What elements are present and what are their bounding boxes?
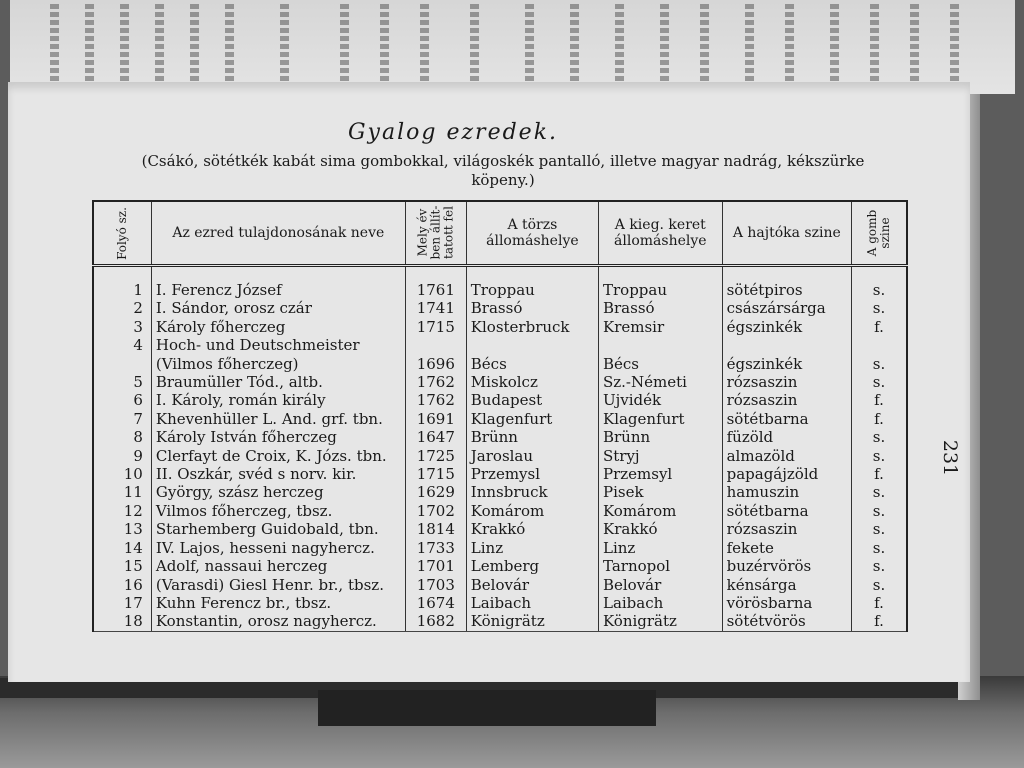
col-button-color: s. [851,355,907,373]
table-row [93,557,907,575]
table-header-row [93,201,907,266]
col-owner-name: (Varasdi) Giesl Henr. br., tbsz. [151,576,405,594]
col-hq-station: Lemberg [466,557,598,575]
col-hq-station: Laibach [466,594,598,612]
col-hq-station: Königrätz [466,612,598,631]
col-hq-station: Troppau [466,266,598,300]
mirrored-text-line [225,4,234,82]
table-row [93,428,907,446]
col-number [93,355,151,373]
col-number: 18 [93,612,151,631]
col-number: 14 [93,539,151,557]
table-row [93,612,907,631]
header-founded-year: Mely év ben állít-tatott fel [405,201,466,266]
mirrored-text-line [910,4,919,82]
mirrored-text-line [615,4,624,82]
header-facing-color: A hajtóka szine [722,201,851,266]
col-facing-color: sötétvörös [722,612,851,631]
col-number: 3 [93,318,151,336]
table-row [93,336,907,354]
col-hq-station: Komárom [466,502,598,520]
mirrored-text-line [380,4,389,82]
col-button-color: s. [851,483,907,501]
col-number: 5 [93,373,151,391]
col-supply-station: Laibach [598,594,722,612]
col-founded-year: 1674 [405,594,466,612]
col-supply-station: Przemsyl [598,465,722,483]
col-founded-year: 1715 [405,465,466,483]
col-facing-color: rózsaszin [722,391,851,409]
table-row [93,539,907,557]
col-owner-name: (Vilmos főherczeg) [151,355,405,373]
col-facing-color [722,336,851,354]
mirrored-text-line [745,4,754,82]
col-supply-station: Linz [598,539,722,557]
table-row [93,483,907,501]
table-row [93,502,907,520]
col-facing-color: fekete [722,539,851,557]
mirrored-text-line [785,4,794,82]
col-owner-name: Braumüller Tód., altb. [151,373,405,391]
col-supply-station: Brassó [598,299,722,317]
col-founded-year [405,336,466,354]
col-supply-station: Tarnopol [598,557,722,575]
regiment-table [92,200,908,632]
col-founded-year: 1814 [405,520,466,538]
col-facing-color: buzérvörös [722,557,851,575]
table-row [93,594,907,612]
col-number: 15 [93,557,151,575]
col-supply-station: Königrätz [598,612,722,631]
col-facing-color: füzöld [722,428,851,446]
col-hq-station: Jaroslau [466,447,598,465]
col-founded-year: 1702 [405,502,466,520]
col-supply-station: Brünn [598,428,722,446]
col-hq-station: Linz [466,539,598,557]
col-founded-year: 1733 [405,539,466,557]
col-button-color: s. [851,299,907,317]
previous-page-edge [10,0,1015,94]
table-row [93,355,907,373]
col-owner-name: I. Ferencz József [151,266,405,300]
col-facing-color: vörösbarna [722,594,851,612]
col-facing-color: rózsaszin [722,520,851,538]
col-supply-station: Troppau [598,266,722,300]
page-subtitle: (Csákó, sötétkék kabát sima gombokkal, világoskék pantalló, illetve magyar nadrág, kékszürke köpeny.) [141,152,865,189]
mirrored-text-line [660,4,669,82]
col-owner-name: György, szász herczeg [151,483,405,501]
header-button-color: A gomb szine [851,201,907,266]
col-button-color: f. [851,594,907,612]
col-number: 11 [93,483,151,501]
col-button-color: s. [851,447,907,465]
col-button-color: f. [851,612,907,631]
col-owner-name: Khevenhüller L. And. grf. tbn. [151,410,405,428]
mirrored-text-line [830,4,839,82]
col-number: 16 [93,576,151,594]
mirrored-text-line [50,4,59,82]
col-supply-station: Sz.-Németi [598,373,722,391]
table-row [93,299,907,317]
col-founded-year: 1682 [405,612,466,631]
col-supply-station: Stryj [598,447,722,465]
col-facing-color: rózsaszin [722,373,851,391]
col-supply-station: Ujvidék [598,391,722,409]
col-number: 6 [93,391,151,409]
col-owner-name: II. Oszkár, svéd s norv. kir. [151,465,405,483]
col-supply-station: Pisek [598,483,722,501]
col-founded-year: 1762 [405,391,466,409]
col-supply-station: Krakkó [598,520,722,538]
col-founded-year: 1741 [405,299,466,317]
col-owner-name: Clerfayt de Croix, K. Józs. tbn. [151,447,405,465]
col-button-color [851,336,907,354]
col-button-color: s. [851,520,907,538]
table-row [93,266,907,300]
header-number: Folyó sz. [93,201,151,266]
mirrored-text-line [870,4,879,82]
table-row [93,520,907,538]
col-founded-year: 1761 [405,266,466,300]
col-supply-station: Belovár [598,576,722,594]
col-hq-station: Belovár [466,576,598,594]
col-number: 9 [93,447,151,465]
col-number: 7 [93,410,151,428]
col-button-color: f. [851,410,907,428]
col-owner-name: Starhemberg Guidobald, tbn. [151,520,405,538]
col-number: 12 [93,502,151,520]
table-row [93,410,907,428]
col-owner-name: Hoch- und Deutschmeister [151,336,405,354]
mirrored-text-line [525,4,534,82]
col-hq-station: Innsbruck [466,483,598,501]
col-owner-name: IV. Lajos, hesseni nagyhercz. [151,539,405,557]
col-supply-station: Bécs [598,355,722,373]
table-row [93,318,907,336]
col-number: 8 [93,428,151,446]
table-row [93,465,907,483]
col-founded-year: 1629 [405,483,466,501]
col-founded-year: 1701 [405,557,466,575]
col-founded-year: 1715 [405,318,466,336]
book-page [8,82,970,682]
bookmark-ribbon [318,690,656,726]
col-owner-name: I. Károly, román király [151,391,405,409]
col-button-color: s. [851,539,907,557]
header-hq-station: A törzs állomáshelye [466,201,598,266]
table-body [93,266,907,632]
col-founded-year: 1725 [405,447,466,465]
mirrored-text-line [700,4,709,82]
header-owner-name: Az ezred tulajdonosának neve [151,201,405,266]
col-button-color: f. [851,465,907,483]
col-button-color: s. [851,576,907,594]
col-facing-color: sötétbarna [722,410,851,428]
col-hq-station: Budapest [466,391,598,409]
page-number: 231 [939,439,961,477]
col-owner-name: Károly István főherczeg [151,428,405,446]
col-hq-station: Brassó [466,299,598,317]
mirrored-text-line [120,4,129,82]
mirrored-text-line [470,4,479,82]
col-number: 10 [93,465,151,483]
col-founded-year: 1691 [405,410,466,428]
col-number: 17 [93,594,151,612]
col-number: 4 [93,336,151,354]
col-hq-station: Bécs [466,355,598,373]
header-supply-station: A kieg. keret állomáshelye [598,201,722,266]
col-supply-station: Kremsir [598,318,722,336]
col-facing-color: sötétpiros [722,266,851,300]
col-hq-station: Klosterbruck [466,318,598,336]
table-row [93,373,907,391]
mirrored-text-line [950,4,959,82]
col-button-color: s. [851,502,907,520]
col-hq-station: Krakkó [466,520,598,538]
col-founded-year: 1696 [405,355,466,373]
col-button-color: s. [851,373,907,391]
col-facing-color: égszinkék [722,318,851,336]
col-founded-year: 1762 [405,373,466,391]
mirrored-text-line [420,4,429,82]
col-facing-color: papagájzöld [722,465,851,483]
col-facing-color: égszinkék [722,355,851,373]
col-number: 2 [93,299,151,317]
col-hq-station [466,336,598,354]
col-button-color: s. [851,266,907,300]
col-facing-color: császársárga [722,299,851,317]
col-hq-station: Brünn [466,428,598,446]
col-facing-color: kénsárga [722,576,851,594]
table-row [93,391,907,409]
col-hq-station: Przemysl [466,465,598,483]
table-row [93,576,907,594]
col-facing-color: sötétbarna [722,502,851,520]
col-founded-year: 1647 [405,428,466,446]
col-hq-station: Klagenfurt [466,410,598,428]
mirrored-text-line [85,4,94,82]
col-button-color: f. [851,318,907,336]
col-supply-station: Klagenfurt [598,410,722,428]
mirrored-text-line [280,4,289,82]
col-hq-station: Miskolcz [466,373,598,391]
mirrored-text-line [155,4,164,82]
col-facing-color: hamuszin [722,483,851,501]
col-owner-name: Károly főherczeg [151,318,405,336]
col-number: 13 [93,520,151,538]
mirrored-text-line [570,4,579,82]
page-title: Gyalog ezredek. [347,120,559,145]
mirrored-text-line [340,4,349,82]
col-supply-station: Komárom [598,502,722,520]
col-button-color: s. [851,428,907,446]
col-owner-name: Kuhn Ferencz br., tbsz. [151,594,405,612]
mirrored-text-line [190,4,199,82]
col-button-color: s. [851,557,907,575]
col-facing-color: almazöld [722,447,851,465]
col-owner-name: I. Sándor, orosz czár [151,299,405,317]
col-founded-year: 1703 [405,576,466,594]
col-owner-name: Adolf, nassaui herczeg [151,557,405,575]
col-number: 1 [93,266,151,300]
col-button-color: f. [851,391,907,409]
col-owner-name: Konstantin, orosz nagyhercz. [151,612,405,631]
col-owner-name: Vilmos főherczeg, tbsz. [151,502,405,520]
table-row [93,447,907,465]
col-supply-station [598,336,722,354]
